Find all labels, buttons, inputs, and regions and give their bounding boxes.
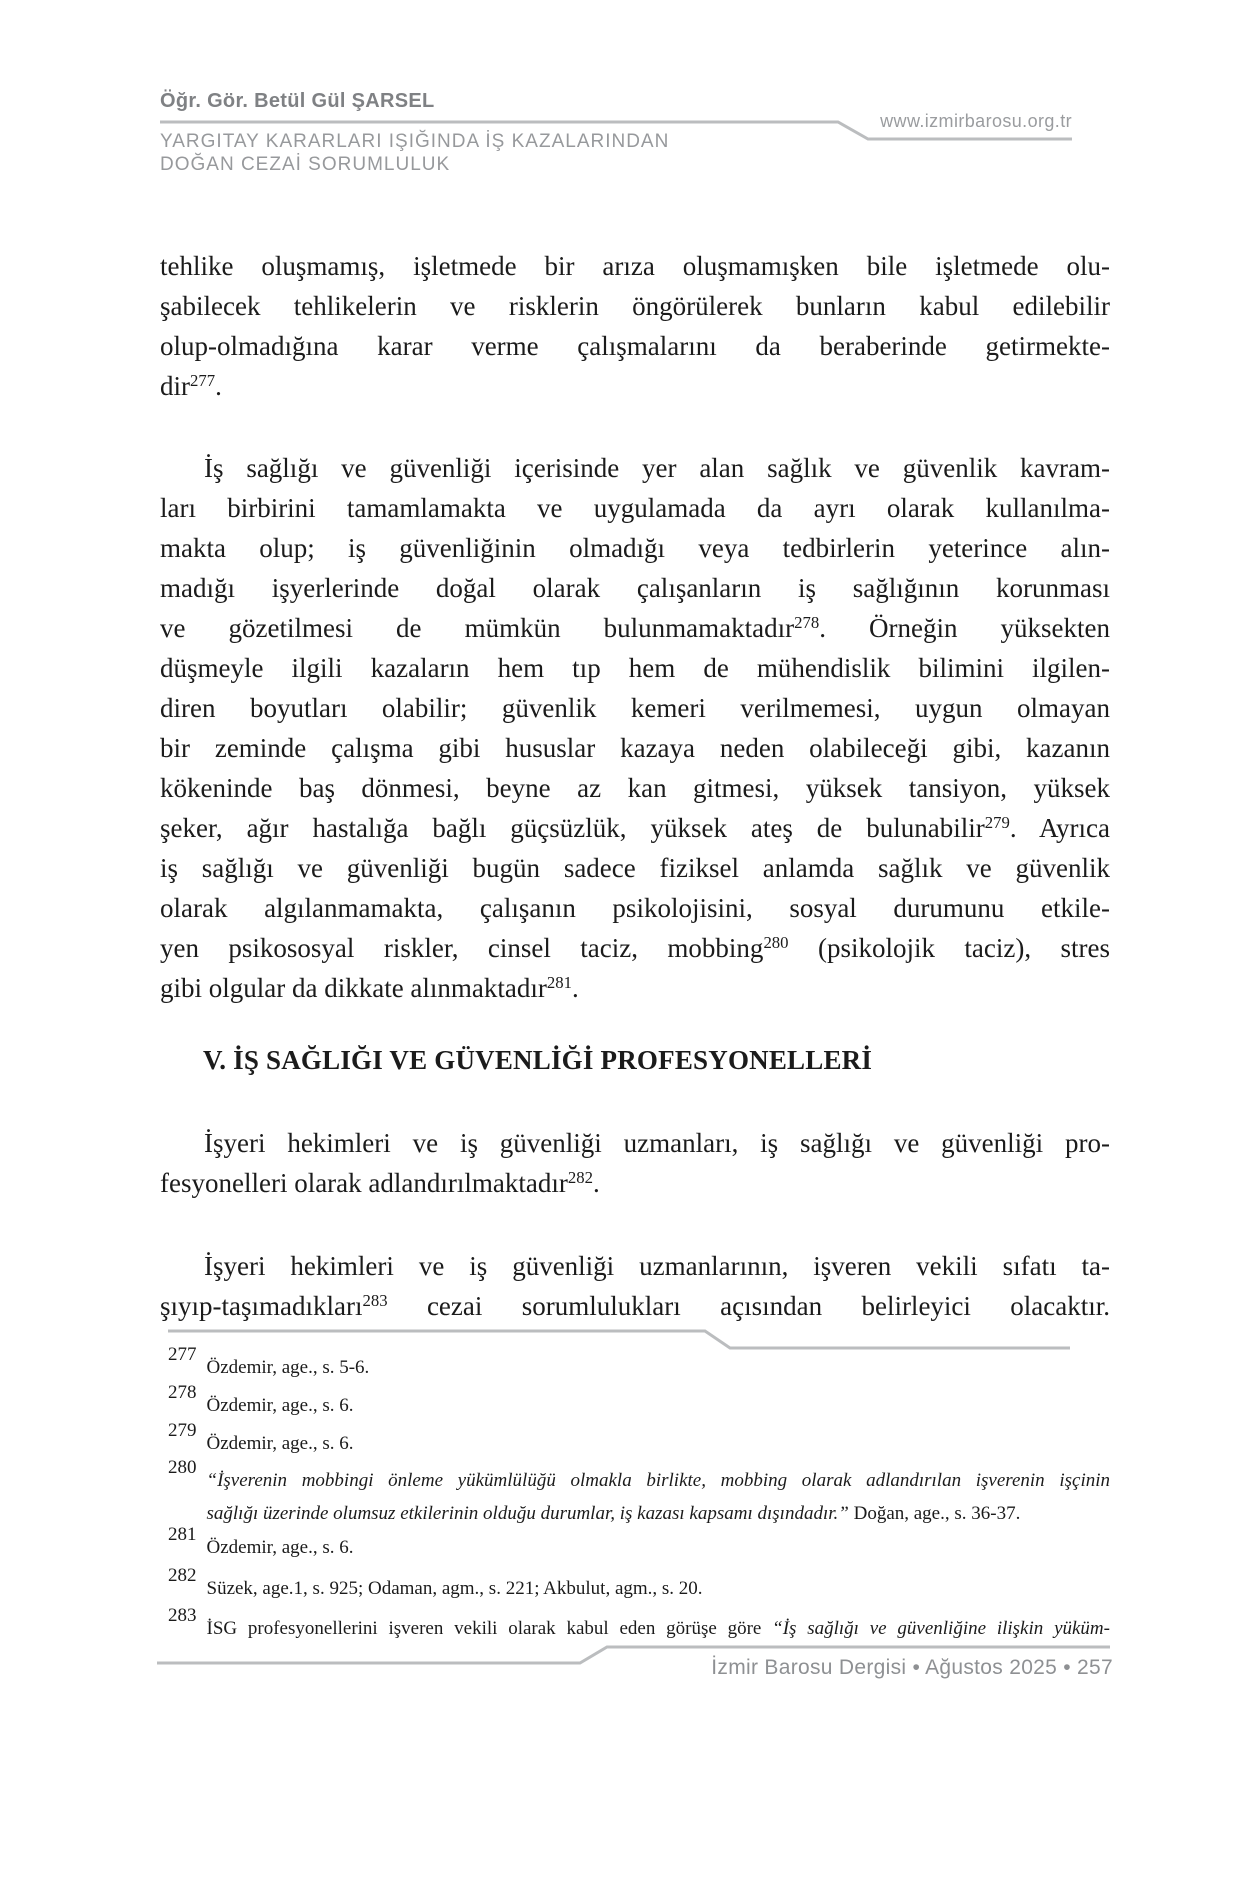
text-line: düşmeyle ilgili kazaların hem tıp hem de mühendislik bilimini ilgilen- <box>160 653 1110 683</box>
footnote-line: Özdemir, age., s. 6. <box>206 1395 354 1416</box>
text-line: tehlike oluşmamış, işletmede bir arıza oluşmamışken bile işletmede olu- <box>160 251 1110 281</box>
footnote-reference: 281 <box>546 972 572 992</box>
footnote-text <box>207 1464 1111 1530</box>
footnote <box>160 1344 1110 1384</box>
footnote-number: 279 <box>168 1420 197 1441</box>
footnote-reference: 279 <box>984 812 1010 832</box>
footnote-line: İSG profesyonellerini işveren vekili olarak kabul eden görüşe göre “İş sağlığı ve güvenliğine ilişkin yüküm- <box>206 1618 1110 1639</box>
paragraph <box>160 1123 1110 1203</box>
author-name: Öğr. Gör. Betül Gül ŞARSEL <box>160 90 435 112</box>
footnote-text <box>207 1427 1111 1460</box>
footnote-reference: 278 <box>794 612 820 632</box>
footnote-line: Süzek, age.1, s. 925; Odaman, agm., s. 221; Akbulut, agm., s. 20. <box>206 1578 703 1599</box>
footnote-line: sağlığı üzerinde olumsuz etkilerinin olduğu durumlar, iş kazası kapsamı dışındadır.” Doğan, age., s. 36-37. <box>206 1503 1021 1524</box>
text-line: iş sağlığı ve güvenliği bugün sadece fiziksel anlamda sağlık ve güvenlik <box>160 853 1110 883</box>
footnote <box>160 1382 1110 1422</box>
text-line: İşyeri hekimleri ve iş güvenliği uzmanları, iş sağlığı ve güvenliği pro- <box>204 1128 1110 1158</box>
footnote <box>160 1420 1110 1460</box>
text-line: dir$^{277}$. <box>160 370 222 401</box>
journal-footer-pagination: İzmir Barosu Dergisi • Ağustos 2025 • 257 <box>711 1656 1113 1679</box>
footnote-line: “İşverenin mobbingi önleme yükümlülüğü olmakla birlikte, mobbing olarak adlandırılan işverenin işçinin <box>206 1470 1110 1491</box>
footnote-line: Özdemir, age., s. 6. <box>206 1433 354 1454</box>
footnote-reference: 277 <box>190 370 216 390</box>
footnote-number: 283 <box>168 1605 197 1626</box>
text-line: ları birbirini tamamlamakta ve uygulamada da ayrı olarak kullanılma- <box>160 493 1110 523</box>
text-line: fesyonelleri olarak adlandırılmaktadır$^{282}$. <box>160 1167 600 1198</box>
article-title <box>160 130 920 176</box>
text-line: gibi olgular da dikkate alınmaktadır$^{281}$. <box>160 972 579 1003</box>
footnote-number: 278 <box>168 1382 197 1403</box>
section-heading: V. İŞ SAĞLIĞI VE GÜVENLİĞİ PROFESYONELLERİ <box>203 1045 873 1075</box>
text-line: İşyeri hekimleri ve iş güvenliği uzmanlarının, işveren vekili sıfatı ta- <box>204 1251 1110 1281</box>
text-line: olup-olmadığına karar verme çalışmalarını da beraberinde getirmekte- <box>160 331 1110 361</box>
footnote <box>160 1457 1110 1530</box>
footnote-text <box>207 1572 1111 1605</box>
text-line: yen psikososyal riskler, cinsel taciz, mobbing$^{280}$ (psikolojik taciz), stres <box>160 932 1110 963</box>
paragraph <box>160 448 1110 1008</box>
text-line: bir zeminde çalışma gibi hususlar kazaya neden olabileceği gibi, kazanın <box>160 733 1110 763</box>
journal-website-url: www.izmirbarosu.org.tr <box>880 111 1072 131</box>
footnote-number: 282 <box>168 1565 197 1586</box>
footnote <box>160 1605 1110 1645</box>
footnote-rule <box>168 1331 1070 1348</box>
footnote-reference: 283 <box>362 1290 388 1310</box>
article-title-line1: YARGITAY KARARLARI IŞIĞINDA İŞ KAZALARINDAN <box>160 131 670 152</box>
footnote-reference: 282 <box>567 1167 593 1187</box>
paragraph <box>160 1246 1110 1326</box>
text-line: şabilecek tehlikelerin ve risklerin öngörülerek bunların kabul edilebilir <box>160 291 1110 321</box>
text-line: ve gözetilmesi de mümkün bulunmamaktadır$^{278}$. Örneğin yüksekten <box>160 612 1111 643</box>
footnote-number: 281 <box>168 1524 197 1545</box>
article-title-line2: DOĞAN CEZAİ SORUMLULUK <box>160 154 451 175</box>
text-line: İş sağlığı ve güvenliği içerisinde yer alan sağlık ve güvenlik kavram- <box>204 453 1110 483</box>
footnote <box>160 1524 1110 1564</box>
footnote-line: Özdemir, age., s. 6. <box>206 1537 354 1558</box>
text-line: makta olup; iş güvenliğinin olmadığı veya tedbirlerin yeterince alın- <box>160 533 1110 563</box>
footnote-text <box>207 1351 1111 1384</box>
text-line: kökeninde baş dönmesi, beyne az kan gitmesi, yüksek tansiyon, yüksek <box>160 773 1110 803</box>
footnote-line: Özdemir, age., s. 5-6. <box>206 1357 370 1378</box>
footnote-reference: 280 <box>763 932 789 952</box>
paragraph <box>160 246 1110 406</box>
text-line: şıyıp-taşımadıkları$^{283}$ cezai sorumlulukları açısından belirleyici olacaktır. <box>160 1290 1110 1321</box>
footnote-text <box>207 1612 1111 1645</box>
footnote-number: 277 <box>168 1344 197 1365</box>
footnote-text <box>207 1531 1111 1564</box>
footnote-text <box>207 1389 1111 1422</box>
text-line: şeker, ağır hastalığa bağlı güçsüzlük, yüksek ateş de bulunabilir$^{279}$. Ayrıca <box>160 812 1110 843</box>
footnote-number: 280 <box>168 1457 197 1478</box>
text-line: diren boyutları olabilir; güvenlik kemeri verilmemesi, uygun olmayan <box>160 693 1110 723</box>
text-line: olarak algılanmamakta, çalışanın psikolojisini, sosyal durumunu etkile- <box>160 893 1110 923</box>
text-line: madığı işyerlerinde doğal olarak çalışanların iş sağlığının korunması <box>160 573 1110 603</box>
footnote <box>160 1565 1110 1605</box>
